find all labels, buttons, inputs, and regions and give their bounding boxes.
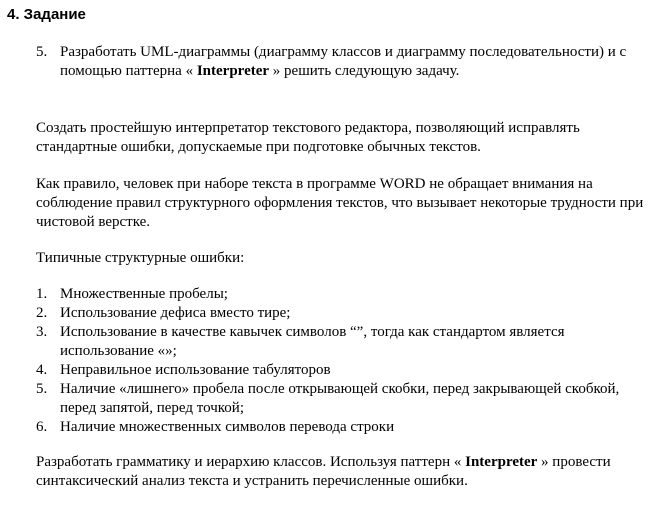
paragraph-word: Как правило, человек при наборе текста в программе WORD не обращает внимания на соблюдение правил структурного оформления текстов, что вызывает некоторые трудности при чистовой верстке. [36,176,644,230]
list-item-text: Наличие множественных символов перевода строки [60,419,395,435]
list-item-number: 5. [36,381,48,397]
paragraph-typical-errors: Типичные структурные ошибки: [36,250,245,266]
list-item-text: Множественные пробелы; [60,286,228,302]
list-item-number: 1. [36,286,48,302]
list-item-number: 4. [36,362,48,378]
list-item [36,418,646,437]
list-item-number: 3. [36,324,48,340]
paragraph-interpreter: Создать простейшую интерпретатор текстового редактора, позволяющий исправлять стандартные ошибки, допускаемые при подготовке обычных текстов. [36,120,580,155]
list-item [36,380,646,418]
list-item [36,323,646,361]
task-text [60,43,646,81]
list-item [36,285,646,304]
section-heading: 4. Задание [7,6,86,23]
list-item-text: Неправильное использование табуляторов [60,362,331,378]
list-item-text: Использование в качестве кавычек символов “”, тогда как стандартом является использование «»; [60,324,565,359]
final-text-after: » провести синтаксический анализ текста и устранить перечисленные ошибки. [36,454,611,489]
final-pattern-name: Interpreter [465,454,538,470]
list-item [36,361,646,380]
paragraph-final [36,453,646,491]
task-text-before: Разработать UML-диаграммы (диаграмму классов и диаграмму последовательности) и с помощью паттерна « [60,44,627,79]
task-pattern-name: Interpreter [196,63,270,79]
task-text-after: » решить следующую задачу. [272,63,460,79]
final-text-before: Разработать грамматику и иерархию классов. Используя паттерн « [36,454,462,470]
list-item-text: Использование дефиса вместо тире; [60,305,291,321]
errors-list [36,285,646,437]
list-item-text: Наличие «лишнего» пробела после открывающей скобки, перед закрывающей скобкой, перед запятой, перед точкой; [60,381,620,416]
task-number: 5. [36,44,48,60]
list-item-number: 6. [36,419,48,435]
list-item [36,304,646,323]
task-item [36,43,646,81]
list-item-number: 2. [36,305,48,321]
